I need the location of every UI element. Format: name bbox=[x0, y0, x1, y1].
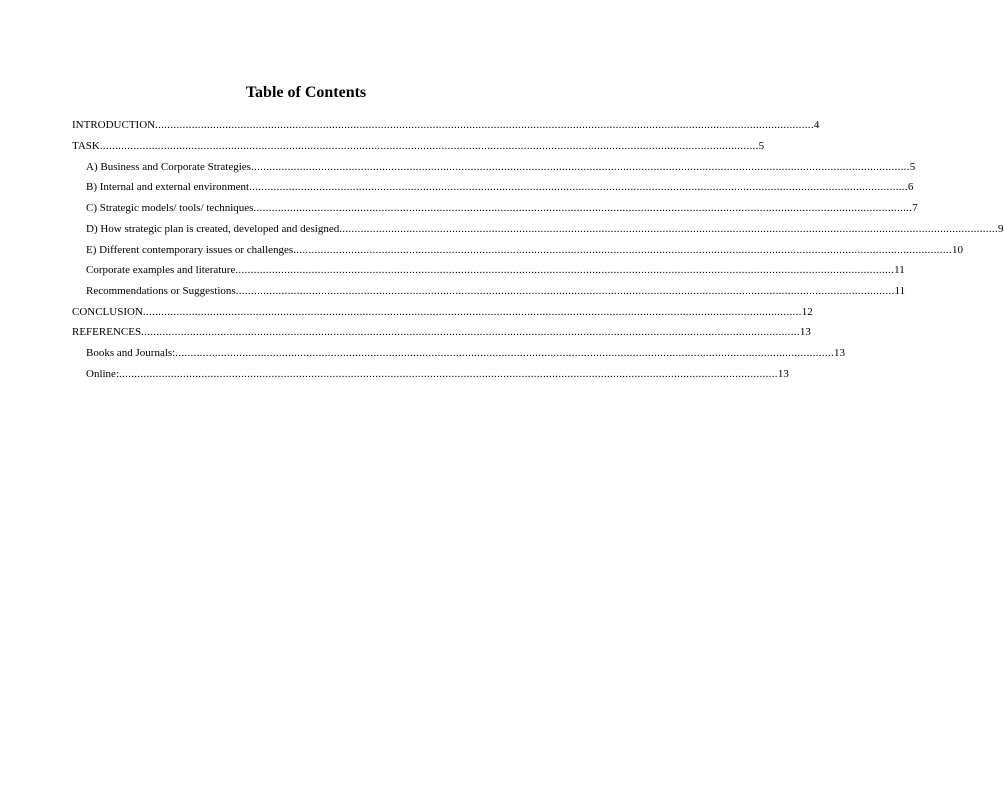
toc-entry-label: D) How strategic plan is created, developed and designed bbox=[86, 223, 340, 235]
toc-entry-label: C) Strategic models/ tools/ techniques bbox=[86, 202, 254, 214]
toc-dot-leader: ........................................................................................................................................................................................................................ bbox=[235, 264, 895, 276]
toc-entry-internal-external-environment[interactable] bbox=[86, 180, 914, 194]
page-title: Table of Contents bbox=[245, 84, 367, 101]
toc-page-number: 5 bbox=[909, 161, 916, 173]
toc-entry-online[interactable] bbox=[86, 367, 789, 381]
toc-page-number: 10 bbox=[952, 244, 964, 256]
toc-dot-leader: ........................................................................................................................................................................................................................ bbox=[235, 285, 895, 297]
toc-dot-leader: ........................................................................................................................................................................................................................ bbox=[250, 161, 910, 173]
toc-page-number: 13 bbox=[834, 347, 846, 359]
toc-entry-strategic-plan[interactable] bbox=[86, 222, 1004, 236]
toc-entry-books-journals[interactable] bbox=[86, 346, 846, 360]
toc-entry-corporate-examples[interactable] bbox=[86, 263, 905, 277]
toc-entry-conclusion[interactable] bbox=[72, 305, 813, 319]
toc-entry-references[interactable] bbox=[72, 325, 811, 339]
toc-page-number: 4 bbox=[813, 119, 820, 131]
toc-entry-recommendations[interactable] bbox=[86, 284, 906, 298]
toc-entry-business-corporate-strategies[interactable] bbox=[86, 160, 916, 174]
toc-dot-leader: ........................................................................................................................................................................................................................ bbox=[141, 326, 800, 338]
toc-entry-label: E) Different contemporary issues or challenges bbox=[86, 244, 294, 256]
toc-entry-label: Corporate examples and literature bbox=[86, 264, 236, 276]
toc-dot-leader: ........................................................................................................................................................................................................................ bbox=[175, 347, 835, 359]
toc-page-number: 9 bbox=[998, 223, 1004, 235]
toc-entry-label: TASK bbox=[72, 140, 100, 152]
toc-entry-task[interactable] bbox=[72, 139, 765, 153]
toc-dot-leader: ........................................................................................................................................................................................................................ bbox=[293, 244, 953, 256]
toc-entry-label: CONCLUSION bbox=[72, 306, 143, 318]
toc-page-number: 13 bbox=[799, 326, 811, 338]
toc-dot-leader: ........................................................................................................................................................................................................................ bbox=[142, 306, 802, 318]
toc-page-number: 6 bbox=[907, 181, 914, 193]
toc-page-number: 11 bbox=[894, 264, 905, 276]
toc-page-number: 13 bbox=[777, 368, 789, 380]
toc-entry-introduction[interactable] bbox=[72, 118, 820, 132]
toc-entry-label: Books and Journals: bbox=[86, 347, 176, 359]
toc-page-number: 5 bbox=[758, 140, 765, 152]
toc-dot-leader: ........................................................................................................................................................................................................................ bbox=[155, 119, 814, 131]
toc-dot-leader: ........................................................................................................................................................................................................................ bbox=[339, 223, 999, 235]
toc-entry-strategic-models[interactable] bbox=[86, 201, 918, 215]
toc-page-number: 11 bbox=[894, 285, 906, 297]
toc-entry-label: REFERENCES bbox=[72, 326, 142, 338]
toc-page-number: 7 bbox=[912, 202, 918, 214]
toc-dot-leader: ........................................................................................................................................................................................................................ bbox=[119, 368, 778, 380]
toc-dot-leader: ........................................................................................................................................................................................................................ bbox=[253, 202, 913, 214]
toc-entry-contemporary-issues[interactable] bbox=[86, 243, 964, 257]
toc-page-number: 12 bbox=[801, 306, 813, 318]
toc-entry-label: INTRODUCTION bbox=[72, 119, 156, 131]
toc-entry-label: Recommendations or Suggestions bbox=[86, 285, 236, 297]
toc-entry-label: Online: bbox=[86, 368, 119, 380]
toc-dot-leader: ........................................................................................................................................................................................................................ bbox=[249, 181, 908, 193]
toc-entry-label: A) Business and Corporate Strategies bbox=[86, 161, 251, 173]
toc-entry-label: B) Internal and external environment bbox=[86, 181, 250, 193]
toc-dot-leader: ........................................................................................................................................................................................................................ bbox=[99, 140, 759, 152]
